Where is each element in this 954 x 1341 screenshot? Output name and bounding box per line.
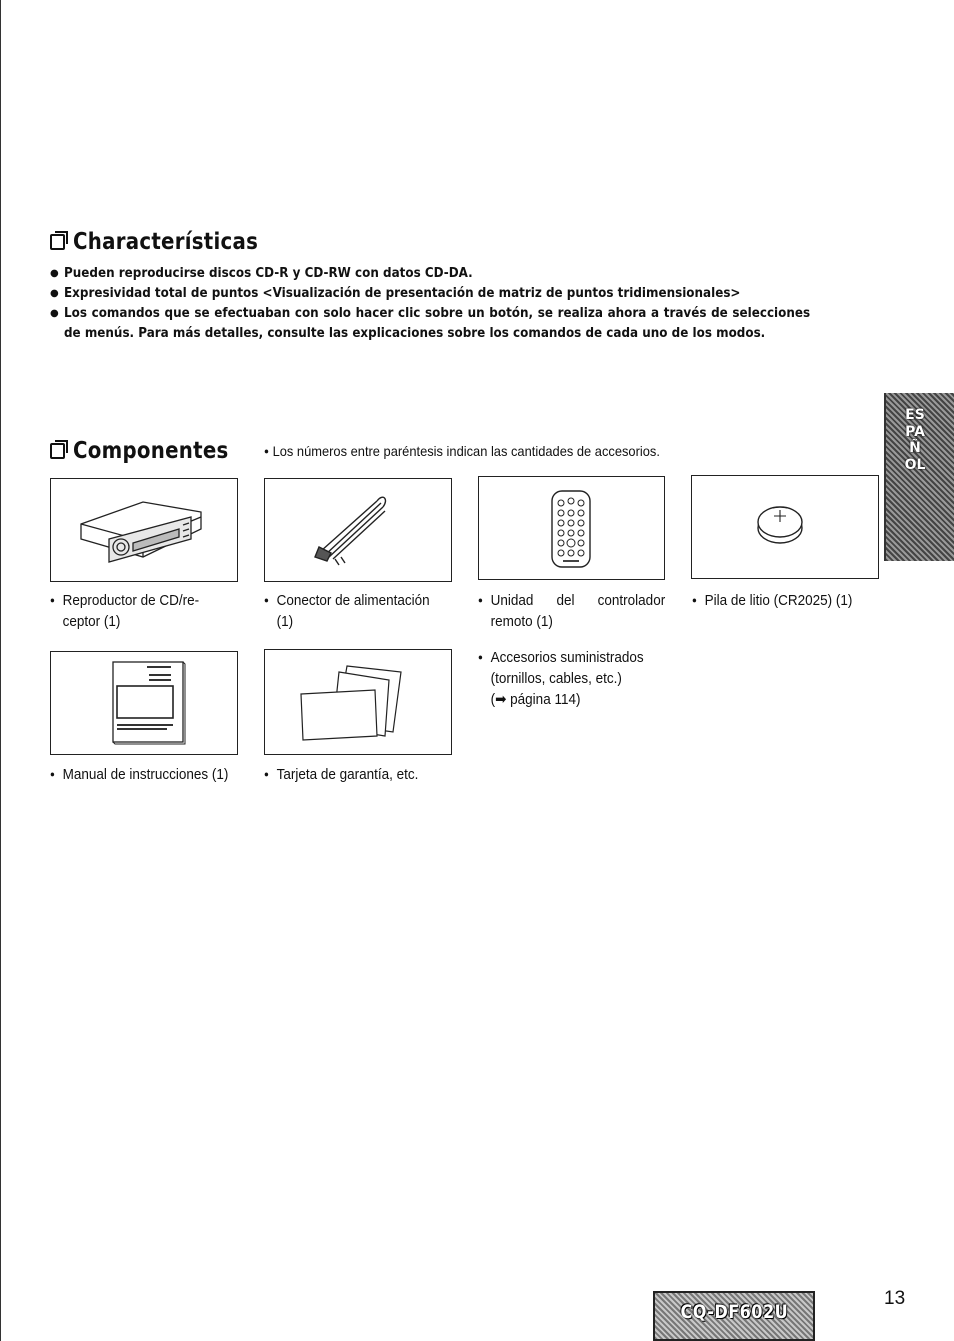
page-number: 13 [884, 1288, 906, 1309]
bullet-icon: ● [50, 308, 59, 319]
bullet-icon: ● [692, 595, 697, 605]
bullet-icon: ● [478, 652, 483, 662]
characteristics-title: Characterísticas [73, 229, 259, 255]
component-caption: ● Manual de instrucciones (1) [50, 766, 229, 783]
bullet-icon: ● [264, 595, 269, 605]
list-item: ● Los comandos que se efectuaban con solo hacer clic sobre un botón, se realiza ahora a través de selecciones de menús. Para más detalles, consulte las explicaciones sobre los comandos de cada uno de los modos. [50, 304, 875, 344]
section-box-icon [50, 443, 65, 459]
list-item: ● Pueden reproducirse discos CD-R y CD-RW con datos CD-DA. [50, 264, 875, 284]
bullet-icon: ● [50, 268, 59, 279]
components-heading [50, 438, 254, 464]
power-connector-frame [264, 478, 452, 582]
bullet-icon: ● [478, 595, 483, 605]
section-box-icon [50, 234, 65, 250]
manual-icon [51, 652, 237, 754]
warranty-card-icon [265, 650, 451, 754]
characteristics-list [50, 264, 875, 344]
remote-control-frame [478, 476, 665, 580]
components-note: ● Los números entre paréntesis indican las cantidades de accesorios. [264, 443, 660, 459]
power-connector-icon [265, 479, 451, 581]
characteristics-heading [50, 229, 288, 255]
bullet-icon: ● [50, 769, 55, 779]
bullet-icon: ● [264, 446, 270, 456]
page-edge-line [0, 0, 1, 1341]
component-caption: ● Conector de alimentación (1) [264, 592, 430, 630]
page-reference-link[interactable]: (➡ página 114) [490, 691, 581, 708]
language-tab-label: ESPAÑOL [904, 407, 926, 473]
component-caption: ● Unidad del controlador remoto (1) [478, 592, 666, 630]
list-item: ● Expresividad total de puntos <Visualización de presentación de matriz de puntos tridimensionales> [50, 284, 875, 304]
lithium-battery-icon [692, 476, 878, 578]
supplied-accessories: ● Accesorios suministrados (tornillos, cables, etc.) (➡ página 114) [478, 647, 672, 710]
cd-receiver-frame [50, 478, 238, 582]
warranty-card-frame [264, 649, 452, 755]
language-side-tab [884, 393, 954, 561]
remote-control-icon [479, 477, 664, 579]
components-title: Componentes [73, 438, 229, 464]
manual-frame [50, 651, 238, 755]
component-caption: ● Tarjeta de garantía, etc. [264, 766, 419, 783]
battery-frame [691, 475, 879, 579]
bullet-icon: ● [50, 288, 59, 299]
cd-receiver-icon [51, 479, 237, 581]
bullet-icon: ● [50, 595, 55, 605]
model-badge [653, 1291, 815, 1341]
model-name: CQ-DF602U [680, 1301, 788, 1323]
component-caption: ● Reproductor de CD/re-ceptor (1) [50, 592, 200, 630]
bullet-icon: ● [264, 769, 269, 779]
component-caption: ● Pila de litio (CR2025) (1) [692, 592, 853, 609]
